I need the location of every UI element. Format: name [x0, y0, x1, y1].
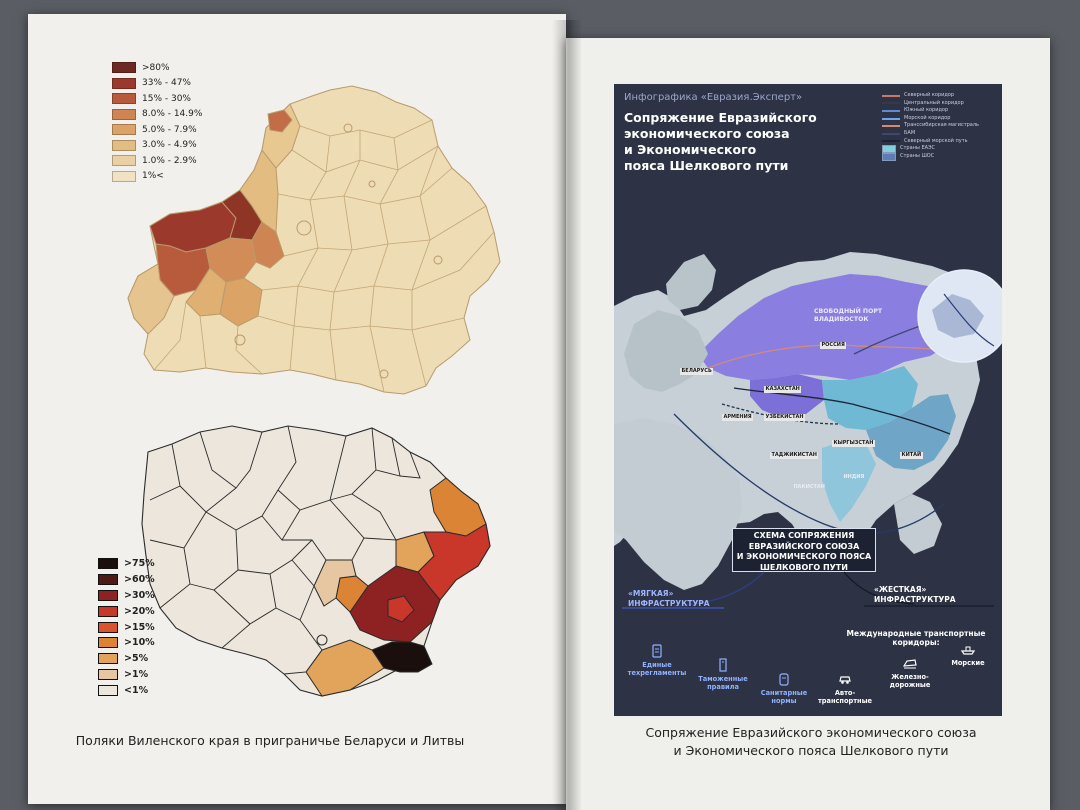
scheme-connectors: [614, 84, 1002, 716]
country-label: ПАКИСТАН: [793, 484, 825, 490]
legend-label: >1%: [124, 668, 149, 680]
legend-swatch: [98, 558, 118, 569]
country-label: ИНДИЯ: [843, 474, 865, 480]
title-line: экономического союза: [624, 126, 790, 141]
legend-label: >15%: [124, 621, 155, 633]
item-line: правила: [707, 683, 739, 691]
legend-swatch: [98, 622, 118, 633]
belarus-legend: [112, 60, 202, 184]
ship-icon: [961, 642, 975, 656]
infographic: [614, 84, 1002, 716]
legend-swatch: [98, 637, 118, 648]
right-page-caption: [606, 724, 1016, 760]
car-icon: [838, 672, 852, 686]
legend-row: [112, 169, 202, 185]
hard-item-rail: [882, 656, 938, 689]
item-line: Санитарные: [760, 689, 808, 697]
legend-swatch: [112, 62, 136, 73]
legend-label: 1%<: [142, 171, 164, 182]
legend-swatch: [112, 93, 136, 104]
legend-swatch: [112, 109, 136, 120]
legend-swatch: [98, 590, 118, 601]
legend-label: Морской коридор: [904, 114, 951, 121]
legend-swatch: [98, 669, 118, 680]
title-line: Сопряжение Евразийского: [624, 110, 817, 125]
soft-item-sanitary: [754, 672, 814, 705]
legend-row: [112, 60, 202, 76]
legend-row: [98, 635, 155, 651]
soft-line: ИНФРАСТРУКТУРА: [628, 598, 710, 608]
legend-row: [98, 667, 155, 683]
item-line: Авто-: [834, 689, 856, 697]
item-line: Железно-: [891, 673, 929, 681]
hard-line: ИНФРАСТРУКТУРА: [874, 594, 956, 604]
hard-item-sea: [940, 642, 996, 667]
legend-label: 15% - 30%: [142, 93, 191, 104]
lithuania-map: [0, 0, 560, 720]
item-line: Единые: [642, 661, 672, 669]
legend-swatch: [98, 606, 118, 617]
country-label: РОССИЯ: [821, 342, 845, 348]
legend-row: [98, 651, 155, 667]
legend-row: [112, 122, 202, 138]
legend-swatch: [98, 574, 118, 585]
legend-label: Страны ЕАЭС: [900, 145, 936, 152]
legend-label: Северный коридор: [904, 92, 955, 98]
country-label: КИТАЙ: [901, 452, 922, 458]
legend-row: [98, 603, 155, 619]
item-line: Морские: [951, 659, 985, 667]
legend-label: >80%: [142, 62, 170, 73]
legend-label: <1%: [124, 684, 149, 696]
legend-row: [98, 682, 155, 698]
left-page-caption: Поляки Виленского края в приграничье Беларуси и Литвы: [75, 733, 465, 748]
hard-infrastructure-label: [874, 585, 956, 604]
legend-label: 33% - 47%: [142, 78, 191, 89]
customs-icon: [716, 658, 730, 672]
title-line: и Экономического: [624, 142, 757, 157]
legend-row: [98, 619, 155, 635]
legend-swatch: [112, 171, 136, 182]
free-port-label: СВОБОДНЫЙ ПОРТ ВЛАДИВОСТОК: [814, 308, 883, 323]
legend-label: БАМ: [904, 129, 916, 136]
legend-label: 8.0% - 14.9%: [142, 109, 203, 120]
legend-row: [112, 138, 202, 154]
item-line: техрегламенты: [627, 669, 687, 677]
scheme-line: ЕВРАЗИЙСКОГО СОЮЗА: [748, 541, 860, 551]
legend-label: >30%: [124, 589, 155, 601]
legend-label: 1.0% - 2.9%: [142, 155, 197, 166]
legend-label: 3.0% - 4.9%: [142, 140, 197, 151]
country-label: КЫРГЫЗСТАН: [833, 440, 874, 446]
legend-swatch: [98, 653, 118, 664]
country-label: УЗБЕКИСТАН: [765, 414, 804, 420]
legend-row: [98, 556, 155, 572]
legend-label: >20%: [124, 605, 155, 617]
train-icon: [903, 656, 917, 670]
legend-row: [112, 153, 202, 169]
scheme-line: СХЕМА СОПРЯЖЕНИЯ: [753, 531, 855, 540]
legend-row: [112, 76, 202, 92]
corridors-line: коридоры:: [892, 638, 940, 647]
scheme-line: ШЕЛКОВОГО ПУТИ: [760, 562, 848, 572]
caption-line: Сопряжение Евразийского экономического союза: [645, 725, 977, 740]
right-page-content: [566, 38, 1050, 810]
legend-label: 5.0% - 7.9%: [142, 124, 197, 135]
lithuania-legend: [98, 556, 155, 698]
legend-swatch: [98, 685, 118, 696]
legend-swatch: [112, 124, 136, 135]
legend-swatch: [112, 140, 136, 151]
legend-row: [98, 572, 155, 588]
document-icon: [650, 644, 664, 658]
legend-swatch: [112, 78, 136, 89]
legend-swatch: [112, 155, 136, 166]
soft-item-customs: [690, 658, 756, 691]
country-label: ТАДЖИКИСТАН: [771, 452, 817, 458]
soft-item-regulations: [622, 644, 692, 677]
legend-row: [112, 107, 202, 123]
infographic-header: Инфографика «Евразия.Эксперт»: [624, 92, 803, 103]
soft-line: «МЯГКАЯ»: [628, 589, 674, 598]
legend-label: Страны ШОС: [900, 153, 935, 160]
item-line: транспортные: [817, 697, 873, 705]
corridors-line: Международные транспортные: [846, 629, 986, 638]
legend-label: >5%: [124, 653, 149, 665]
item-line: нормы: [771, 697, 797, 705]
country-label: БЕЛАРУСЬ: [681, 368, 712, 374]
hard-line: «ЖЕСТКАЯ»: [874, 585, 927, 594]
country-label: КАЗАХСТАН: [765, 386, 800, 392]
legend-row: [98, 588, 155, 604]
legend-label: Северный морской путь: [904, 137, 968, 144]
soft-infrastructure-label: [628, 589, 710, 608]
legend-label: >10%: [124, 637, 155, 649]
title-line: пояса Шелкового пути: [624, 158, 789, 173]
legend-label: Центральный коридор: [904, 99, 964, 106]
item-line: дорожные: [889, 681, 931, 689]
legend-label: >75%: [124, 558, 155, 570]
legend-label: >60%: [124, 574, 155, 586]
scheme-line: И ЭКОНОМИЧЕСКОГО ПОЯСА: [736, 552, 872, 561]
legend-label: Южный коридор: [904, 107, 949, 114]
country-label: АРМЕНИЯ: [723, 414, 752, 420]
legend-row: [112, 91, 202, 107]
legend-label: Транссибирская магистраль: [904, 122, 979, 129]
caption-line: и Экономического пояса Шелкового пути: [673, 743, 949, 758]
sanitary-icon: [777, 672, 791, 686]
hard-item-auto: [814, 672, 876, 705]
item-line: Таможенные: [698, 675, 748, 683]
